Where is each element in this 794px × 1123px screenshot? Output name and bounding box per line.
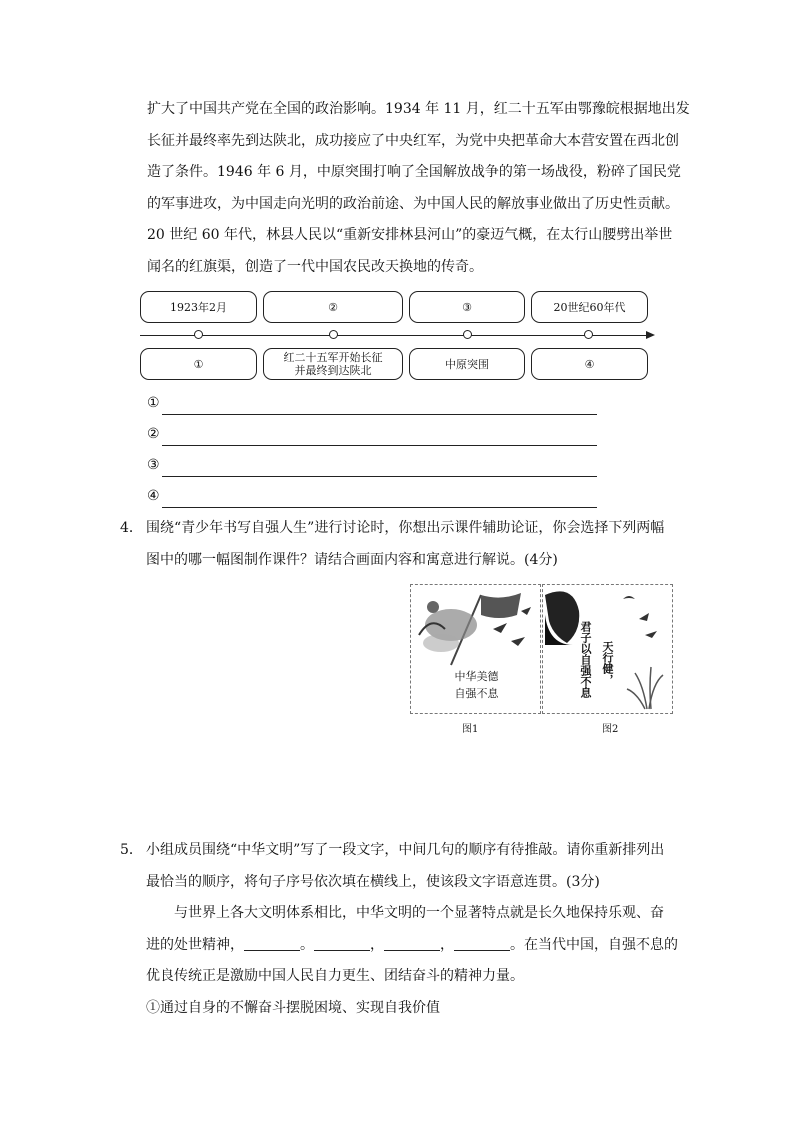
timeline-bottom-box-3 — [409, 348, 525, 380]
timeline-label: ② — [328, 300, 338, 314]
figure-1-text: 自强不息 — [454, 687, 499, 700]
answer-line-1[interactable] — [147, 395, 597, 417]
figure-1 — [410, 584, 541, 714]
figure-2-caption: 图2 — [602, 724, 619, 735]
figure-2 — [542, 584, 673, 714]
figure-2-vertical-text-2: 君子以自强不息 — [579, 621, 592, 698]
blank-separator: 。 — [300, 936, 314, 953]
question-text: 图中的哪一幅图制作课件？请结合画面内容和寓意进行解说。(4分) — [146, 551, 558, 568]
answer-marker: ① — [147, 395, 160, 411]
answer-line-2[interactable] — [147, 426, 597, 448]
intro-line: 长征并最终率先到达陕北，成功接应了中央红军，为党中央把革命大本营安置在西北创 — [147, 132, 679, 149]
timeline-label: ① — [193, 357, 204, 371]
option-1: ①通过自身的不懈奋斗摆脱困境、实现自我价值 — [146, 999, 440, 1016]
paragraph-text: 优良传统正是激励中国人民自力更生、团结奋斗的精神力量。 — [146, 968, 524, 984]
timeline-bottom-box-1 — [140, 348, 257, 380]
timeline-dot — [584, 330, 593, 339]
answer-marker: ④ — [147, 488, 160, 504]
timeline-dot — [329, 330, 338, 339]
question-text: 小组成员围绕“中华文明”写了一段文字，中间几句的顺序有待推敲。请你重新排列出 — [146, 842, 665, 858]
timeline-label: 20世纪60年代 — [553, 300, 626, 314]
timeline-top-box-3 — [409, 291, 525, 323]
figure-1-caption: 图1 — [462, 724, 479, 735]
fill-blank-2[interactable] — [314, 936, 370, 951]
intro-line: 造了条件。1946 年 6 月，中原突围打响了全国解放战争的第一场战役，粉碎了国民党 — [147, 164, 681, 181]
figure-1-text: 中华美德 — [454, 670, 499, 683]
answer-line-3[interactable] — [147, 457, 597, 479]
timeline-top-box-1 — [140, 291, 257, 323]
intro-line: 的军事进攻，为中国走向光明的政治前途、为中国人民的解放事业做出了历史性贡献。 — [147, 195, 679, 212]
timeline-label: 并最终到达陕北 — [294, 364, 372, 377]
question-4 — [120, 513, 664, 576]
timeline-top-box-4 — [531, 291, 648, 323]
question-text: 最恰当的顺序，将句子序号依次填在横线上，使该段文字语意连贯。(3分) — [146, 873, 600, 890]
question-number: 5． — [120, 842, 143, 858]
timeline-top-box-2 — [263, 291, 403, 323]
question-5 — [120, 835, 678, 1024]
timeline-label: 1923年2月 — [170, 300, 227, 314]
answer-marker: ② — [147, 426, 160, 442]
timeline-bottom-box-4 — [531, 348, 648, 380]
blank-separator: ， — [440, 936, 454, 953]
answer-line-4[interactable] — [147, 488, 597, 510]
paragraph-text: 进的处世精神， — [146, 936, 244, 953]
question-text: 围绕“青少年书写自强人生”进行讨论时，你想出示课件辅助论证，你会选择下列两幅 — [146, 520, 665, 536]
blank-separator: ， — [370, 936, 384, 953]
intro-line: 闻名的红旗渠，创造了一代中国农民改天换地的传奇。 — [147, 258, 483, 275]
timeline-axis — [140, 335, 648, 336]
fill-blank-4[interactable] — [454, 936, 510, 951]
fill-blank-1[interactable] — [244, 936, 300, 951]
timeline-label: ③ — [462, 300, 472, 314]
timeline-label: 红二十五军开始长征 — [283, 351, 383, 364]
timeline-arrow — [646, 331, 655, 339]
intro-line: 20 世纪 60 年代，林县人民以“重新安排林县河山”的豪迈气概，在太行山腰劈出举世 — [147, 227, 673, 244]
fill-blank-3[interactable] — [384, 936, 440, 951]
figure-2-vertical-text-1: 天行健， — [601, 641, 614, 685]
paragraph-text: 。在当代中国，自强不息的 — [510, 936, 678, 953]
timeline-dot — [463, 330, 472, 339]
question-number: 4． — [120, 520, 143, 536]
timeline-label: ④ — [584, 357, 595, 371]
answer-marker: ③ — [147, 457, 160, 473]
paragraph-text: 与世界上各大文明体系相比，中华文明的一个显著特点就是长久地保持乐观、奋 — [174, 905, 664, 921]
timeline-label: 中原突围 — [445, 357, 489, 371]
timeline-bottom-box-2 — [263, 348, 403, 380]
intro-line: 扩大了中国共产党在全国的政治影响。1934 年 11 月，红二十五军由鄂豫皖根据地出发 — [147, 101, 690, 117]
intro-paragraph — [147, 94, 690, 284]
timeline-dot — [194, 330, 203, 339]
